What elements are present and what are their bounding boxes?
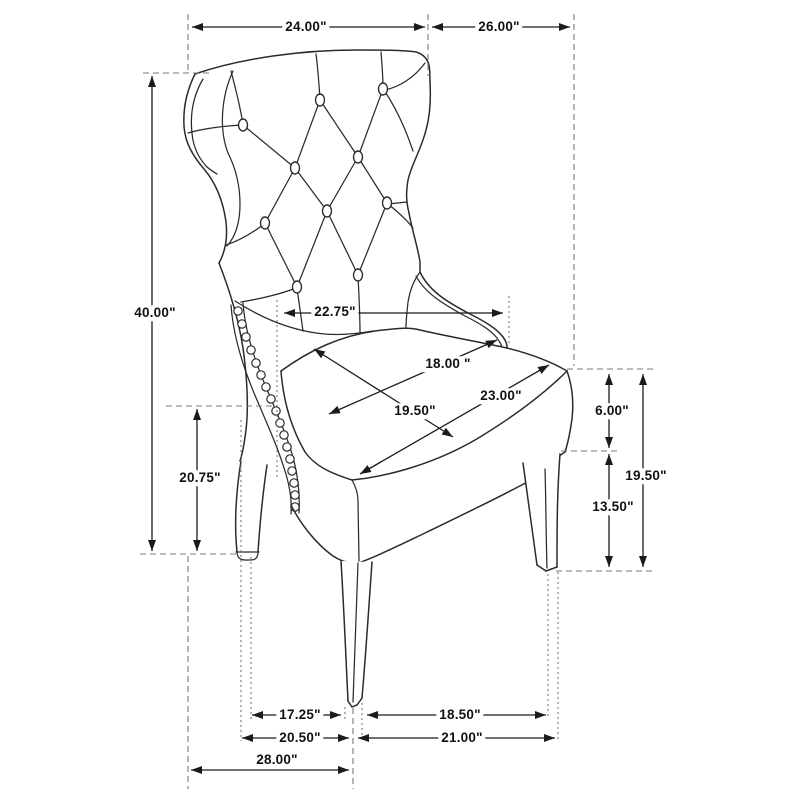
chair-tufting-seams [188, 52, 425, 334]
dim-label-foot-span-inner: 17.25" [276, 707, 323, 723]
dim-label-top-to-front-depth: 26.00" [475, 19, 522, 35]
dim-label-overall-depth: 28.00" [253, 752, 300, 768]
dim-label-foot-span-front-right: 18.50" [436, 707, 483, 723]
dim-label-base-width: 21.00" [438, 730, 485, 746]
dim-label-side-panel-height: 20.75" [176, 470, 223, 486]
dim-label-back-top-width: 24.00" [282, 19, 329, 35]
dim-label-back-width-lower: 22.75" [311, 304, 358, 320]
dim-label-seat-width: 18.00 " [422, 356, 473, 372]
dim-label-seat-cushion-thickness: 6.00" [592, 403, 632, 419]
dim-label-floor-to-seat-height: 19.50" [622, 468, 669, 484]
dim-label-leg-height: 13.50" [589, 499, 636, 515]
dim-label-base-depth-rear: 20.50" [276, 730, 323, 746]
chair-tufting-lattice [243, 89, 387, 287]
dim-label-overall-height: 40.00" [131, 305, 178, 321]
dim-label-seat-diagonal: 19.50" [391, 403, 438, 419]
dim-label-seat-depth: 23.00" [477, 388, 524, 404]
